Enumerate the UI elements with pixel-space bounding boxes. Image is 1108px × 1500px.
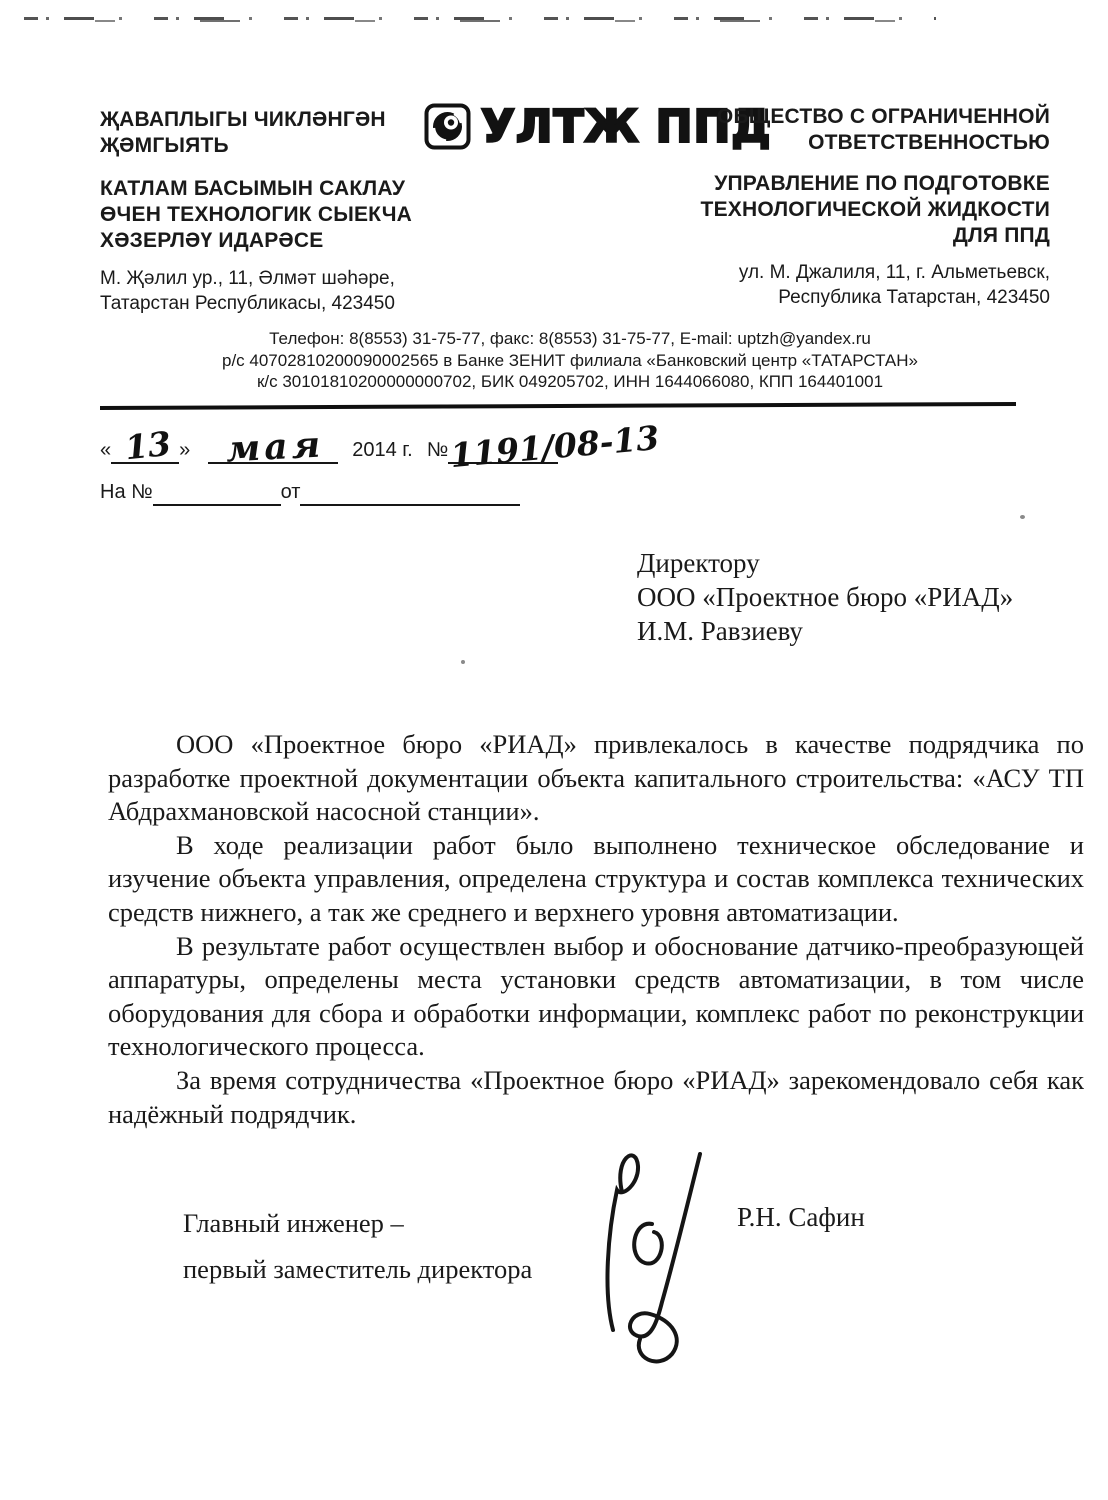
handwritten-day: 13: [123, 423, 173, 468]
letterhead-divider: [100, 402, 1016, 409]
handwritten-month: мая: [225, 423, 326, 471]
contacts-block: [110, 328, 1030, 393]
reply-date-blank: [300, 478, 520, 506]
address-line: М. Җәлил ур., 11, Әлмәт шәһәре,: [100, 268, 395, 289]
reference-line: [100, 417, 661, 476]
contacts-bank-codes: к/с 30101810200000000702, БИК 049205702, ИНН 1644066080, КПП 164401001: [256, 372, 884, 391]
scan-speck: [461, 660, 465, 664]
recipient-name: И.М. Равзиеву: [637, 616, 803, 646]
open-quote: «: [100, 439, 112, 461]
org-name-tatar: КАТЛАМ БАСЫМЫН САКЛАУ ӨЧЕН ТЕХНОЛОГИК СЫЕКЧА ХӘЗЕРЛӘҮ ИДАРӘСЕ: [100, 177, 413, 252]
org-type-russian: ОБЩЕСТВО С ОГРАНИЧЕННОЙ ОТВЕТСТВЕННОСТЬЮ: [716, 105, 1050, 154]
paragraph: В ходе реализации работ было выполнено техническое обследование и изучение объекта управления, определена структура и состав комплекса технических средств нижнего, а так же среднего и верхнего уровня автоматизации.: [108, 829, 1084, 927]
recipient-company: ООО «Проектное бюро «РИАД»: [637, 582, 1014, 612]
letterhead-russian: [695, 104, 1050, 310]
reply-number-blank: [153, 478, 281, 506]
handwritten-number: 1191/08-13: [448, 417, 661, 476]
signer-name: Р.Н. Сафин: [737, 1202, 865, 1232]
letter-body: [108, 728, 1084, 1131]
month-blank: [208, 423, 338, 471]
signer-position: [183, 1200, 532, 1292]
address-line: Республика Татарстан, 423450: [778, 287, 1050, 308]
recipient-position: Директору: [637, 548, 760, 578]
org-type-tatar: ҖАВАПЛЫГЫ ЧИКЛӘНГӘН ҖӘМГЫЯТЬ: [100, 108, 386, 157]
contacts-bank-account: р/с 40702810200090002565 в Банке ЗЕНИТ филиала «Банковский центр «ТАТАРСТАН»: [221, 350, 918, 370]
address-line: ул. М. Джалиля, 11, г. Альметьевск,: [738, 262, 1050, 283]
letterhead-tatar: [100, 107, 435, 316]
reply-label: На №: [100, 481, 153, 503]
paragraph: ООО «Проектное бюро «РИАД» привлекалось в качестве подрядчика по разработке проектной документации объекта капитального строительства: «АСУ ТП Абдрахмановской насосной станции».: [108, 729, 1084, 827]
close-quote: »: [179, 439, 191, 461]
signer-position-line: первый заместитель директора: [183, 1254, 533, 1284]
address-line: Татарстан Республикасы, 423450: [100, 293, 395, 314]
org-name-russian: УПРАВЛЕНИЕ ПО ПОДГОТОВКЕ ТЕХНОЛОГИЧЕСКОЙ ЖИДКОСТИ ДЛЯ ППД: [700, 172, 1050, 247]
number-sign: №: [426, 439, 449, 461]
org-address-tatar: [100, 266, 435, 316]
year-label: 2014 г.: [352, 439, 413, 461]
signer-position-line: Главный инженер –: [183, 1208, 404, 1238]
org-address-russian: [695, 260, 1050, 310]
contacts-phone-email: Телефон: 8(8553) 31-75-77, факс: 8(8553) 31-75-77, E-mail: uptzh@yandex.ru: [269, 329, 871, 348]
paragraph: За время сотрудничества «Проектное бюро «РИАД» зарекомендовало себя как надёжный подрядчик.: [108, 1064, 1084, 1129]
swirl-drop-icon: [424, 103, 471, 150]
day-blank: [111, 423, 179, 468]
scan-artifact-strip: [40, 20, 900, 22]
paragraph: В результате работ осуществлен выбор и обоснование датчико-преобразующей аппаратуры, определены места установки средств автоматизации, в том числе оборудования для сбора и обработки информации, комплекс работ по реконструкции технологического процесса.: [108, 930, 1084, 1062]
logo-text: УЛТЖ ППД: [481, 100, 772, 153]
scan-speck: [1020, 515, 1025, 519]
number-blank: [448, 417, 661, 476]
handwritten-signature: [588, 1140, 728, 1375]
recipient-block: [637, 546, 1013, 648]
reply-reference-line: [100, 478, 520, 506]
reply-from-label: от: [280, 481, 301, 503]
